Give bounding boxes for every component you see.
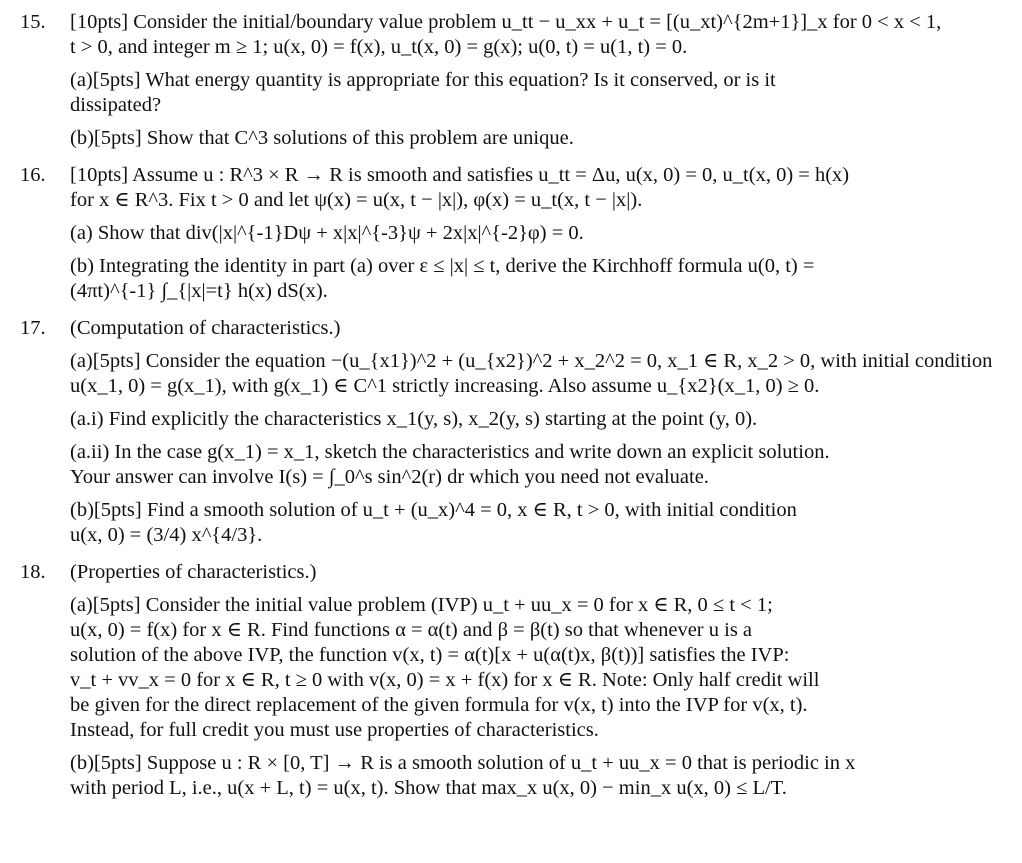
text-line: (Computation of characteristics.) [70,317,341,339]
text-line: (b)[5pts] Suppose u : R × [0, T] → R is a smooth solution of u_t + uu_x = 0 that is periodic in x [70,752,856,774]
problem-number: 17. [20,317,46,339]
part-a [70,221,998,246]
problem-statement [70,10,998,60]
text-line: u(x, 0) = (3/4) x^{4/3}. [70,524,263,546]
text-line: (a)[5pts] Consider the initial value problem (IVP) u_t + uu_x = 0 for x ∈ R, 0 ≤ t < 1; [70,594,773,616]
text-line: [10pts] Consider the initial/boundary value problem u_tt − u_xx + u_t = [(u_xt)^{2m+1}]_x for 0 < x < 1, [70,11,942,33]
problem-16 [20,163,998,304]
text-line: v_t + vv_x = 0 for x ∈ R, t ≥ 0 with v(x, 0) = x + f(x) for x ∈ R. Note: Only half credit will [70,669,820,691]
text-line: for x ∈ R^3. Fix t > 0 and let ψ(x) = u(x, t − |x|), φ(x) = u_t(x, t − |x|). [70,189,643,211]
text-line: u(x_1, 0) = g(x_1), with g(x_1) ∈ C^1 strictly increasing. Also assume u_{x2}(x_1, 0) ≥ 0. [70,375,820,397]
part-a-i [70,407,998,432]
part-b [70,126,998,151]
text-line: with period L, i.e., u(x + L, t) = u(x, t). Show that max_x u(x, 0) − min_x u(x, 0) ≤ L/T. [70,777,787,799]
problem-number: 16. [20,164,46,186]
problem-18 [20,560,998,801]
part-a-ii [70,440,998,490]
part-b [70,254,998,304]
problem-15 [20,10,998,151]
text-line: (b) Integrating the identity in part (a) over ε ≤ |x| ≤ t, derive the Kirchhoff formula u(0, t) = [70,255,815,277]
text-line: (a)[5pts] What energy quantity is appropriate for this equation? Is it conserved, or is it [70,69,776,91]
part-a [70,68,998,118]
text-line: be given for the direct replacement of the given formula for v(x, t) into the IVP for v(x, t). [70,694,808,716]
text-line: u(x, 0) = f(x) for x ∈ R. Find functions α = α(t) and β = β(t) so that whenever u is a [70,619,753,641]
text-line: solution of the above IVP, the function v(x, t) = α(t)[x + u(α(t)x, β(t))] satisfies the IVP: [70,644,790,666]
text-line: (a.i) Find explicitly the characteristics x_1(y, s), x_2(y, s) starting at the point (y, 0). [70,408,758,430]
text-line: (a) Show that div(|x|^{-1}Dψ + x|x|^{-3}ψ + 2x|x|^{-2}φ) = 0. [70,222,584,244]
text-line: Your answer can involve I(s) = ∫_0^s sin^2(r) dr which you need not evaluate. [70,466,709,488]
text-line: (b)[5pts] Find a smooth solution of u_t + (u_x)^4 = 0, x ∈ R, t > 0, with initial condition [70,499,797,521]
text-line: (a)[5pts] Consider the equation −(u_{x1})^2 + (u_{x2})^2 + x_2^2 = 0, x_1 ∈ R, x_2 > 0, with initial condition [70,350,993,372]
problem-number: 18. [20,561,46,583]
part-a [70,349,998,399]
text-line: dissipated? [70,94,162,116]
problem-statement [70,163,998,213]
text-line: [10pts] Assume u : R^3 × R → R is smooth and satisfies u_tt = Δu, u(x, 0) = 0, u_t(x, 0) = h(x) [70,164,850,186]
part-a [70,593,998,743]
text-line: (Properties of characteristics.) [70,561,317,583]
problem-statement [70,560,998,585]
text-line: Instead, for full credit you must use properties of characteristics. [70,719,599,741]
text-line: (a.ii) In the case g(x_1) = x_1, sketch the characteristics and write down an explicit solution. [70,441,830,463]
problem-17 [20,316,998,548]
text-line: (b)[5pts] Show that C^3 solutions of this problem are unique. [70,127,574,149]
text-line: t > 0, and integer m ≥ 1; u(x, 0) = f(x), u_t(x, 0) = g(x); u(0, t) = u(1, t) = 0. [70,36,688,58]
part-b [70,498,998,548]
text-line: (4πt)^{-1} ∫_{|x|=t} h(x) dS(x). [70,280,328,302]
problem-number: 15. [20,11,46,33]
problem-statement [70,316,998,341]
part-b [70,751,998,801]
